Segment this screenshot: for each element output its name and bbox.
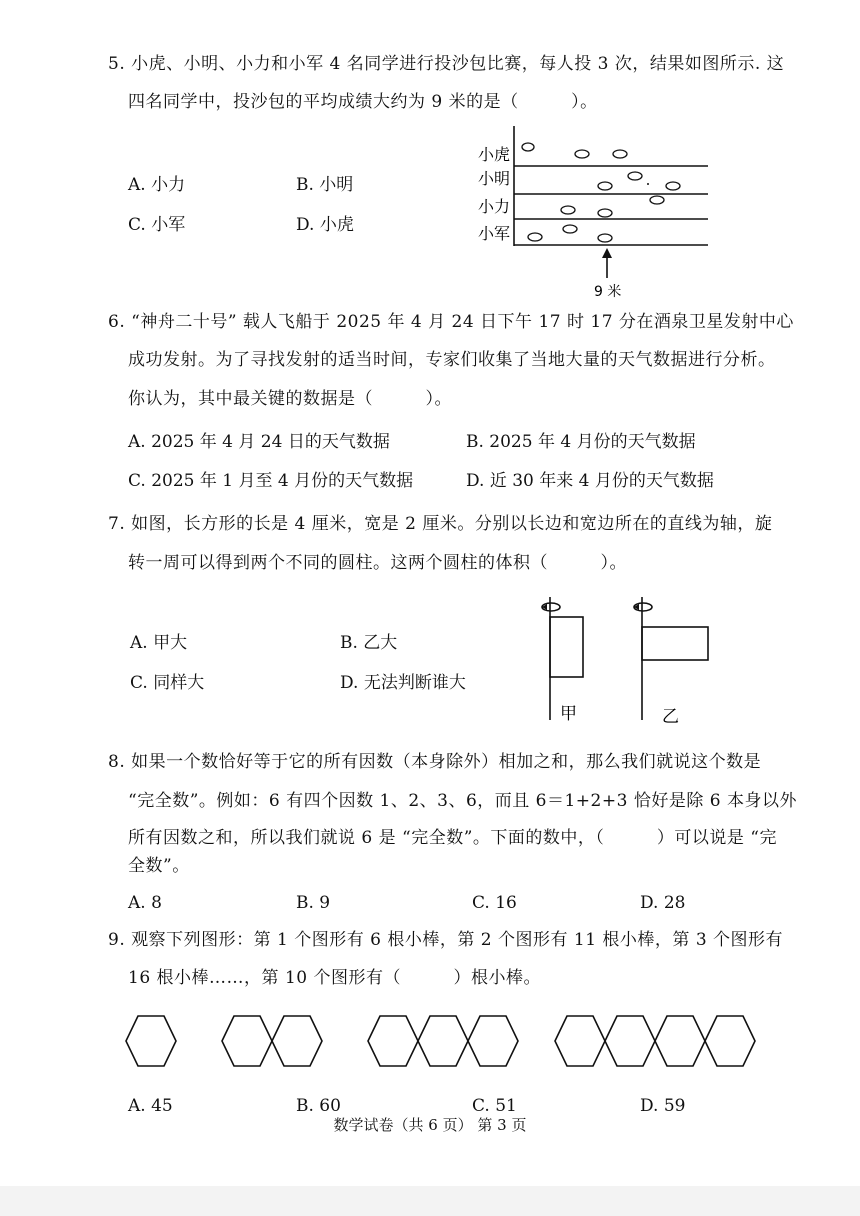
q5-text-line-1: 5. 小虎、小明、小力和小军 4 名同学进行投沙包比赛，每人投 3 次，结果如图所示. 这 [108,54,785,74]
q5-mark [628,172,642,180]
q9-figure-1 [126,1016,176,1066]
q5-mark [561,206,575,214]
q5-name-xiaoming: 小明 [478,169,511,188]
q5-name-xiaohu: 小虎 [478,145,511,164]
q5-throw-figure [470,118,720,300]
q8-text-line-4: 全数”。 [128,856,190,876]
q7-option-b: B. 乙大 [340,633,398,653]
q5-mark [563,225,577,233]
q7-cylinder-figure [530,595,710,730]
q8-option-a: A. 8 [128,893,162,913]
q8-text-line-1: 8. 如果一个数恰好等于它的所有因数（本身除外）相加之和，那么我们就说这个数是 [108,752,762,772]
q5-mark [613,150,627,158]
q9-option-c: C. 51 [472,1096,517,1116]
q5-name-xiaoli: 小力 [478,197,511,216]
q8-text-line-3: 所有因数之和，所以我们就说 6 是 “完全数”。下面的数中，（ ）可以说是 “完 [128,828,778,848]
q7-text-line-2: 转一周可以得到两个不同的圆柱。这两个圆柱的体积（ ）。 [128,553,627,573]
q9-option-b: B. 60 [296,1096,341,1116]
q6-option-c: C. 2025 年 1 月至 4 月份的天气数据 [128,471,414,491]
q6-option-b: B. 2025 年 4 月份的天气数据 [466,432,696,452]
q7-label-yi: 乙 [662,707,679,727]
q5-mark [522,143,534,151]
q9-hexagon-figures [118,1002,768,1080]
q7-option-d: D. 无法判断谁大 [340,673,466,693]
q7-option-c: C. 同样大 [130,673,205,693]
q5-option-a: A. 小力 [128,175,186,195]
q5-mark [528,233,542,241]
q5-mark [598,209,612,217]
q6-option-d: D. 近 30 年来 4 月份的天气数据 [466,471,714,491]
q7-label-jia: 甲 [560,704,577,724]
q9-text-line-2: 16 根小棒……，第 10 个图形有（ ）根小棒。 [128,968,541,988]
q5-text-line-2: 四名同学中，投沙包的平均成绩大约为 9 米的是（ ）。 [128,92,598,112]
q7-yi-rectangle [642,627,708,660]
page-footer: 数学试卷（共 6 页） 第 3 页 [333,1116,527,1134]
q6-text-line-2: 成功发射。为了寻找发射的适当时间，专家们收集了当地大量的天气数据进行分析。 [128,350,776,370]
q8-option-b: B. 9 [296,893,331,913]
q9-text-line-1: 9. 观察下列图形：第 1 个图形有 6 根小棒，第 2 个图形有 11 根小棒，第 3 个图形有 [108,930,784,950]
q5-arrow-label: 9 米 [594,284,622,300]
q9-option-d: D. 59 [640,1096,686,1116]
q5-option-c: C. 小军 [128,215,186,235]
q5-mark [575,150,589,158]
q5-option-d: D. 小虎 [296,215,354,235]
q5-option-b: B. 小明 [296,175,354,195]
q5-name-xiaojun: 小军 [478,224,511,243]
q6-option-a: A. 2025 年 4 月 24 日的天气数据 [128,432,390,452]
q9-figure-4 [555,1016,755,1066]
q9-figure-2 [222,1016,322,1066]
q7-jia-rectangle [550,617,583,677]
q6-text-line-1: 6. “神舟二十号” 载人飞船于 2025 年 4 月 24 日下午 17 时 17 分在酒泉卫星发射中心 [108,312,794,332]
q8-option-d: D. 28 [640,893,686,913]
q8-text-line-2: “完全数”。例如：6 有四个因数 1、2、3、6，而且 6＝1+2+3 恰好是除 6 本身以外 [128,791,797,811]
q5-mark [598,234,612,242]
q6-text-line-3: 你认为，其中最关键的数据是（ ）。 [128,389,452,409]
q9-figure-3 [368,1016,518,1066]
q9-option-a: A. 45 [128,1096,173,1116]
q5-mark [598,182,612,190]
q7-text-line-1: 7. 如图，长方形的长是 4 厘米，宽是 2 厘米。分别以长边和宽边所在的直线为轴，旋 [108,514,773,534]
bottom-margin [0,1186,860,1216]
q8-option-c: C. 16 [472,893,517,913]
q5-mark [666,182,680,190]
q5-mark [650,196,664,204]
q7-option-a: A. 甲大 [130,633,188,653]
